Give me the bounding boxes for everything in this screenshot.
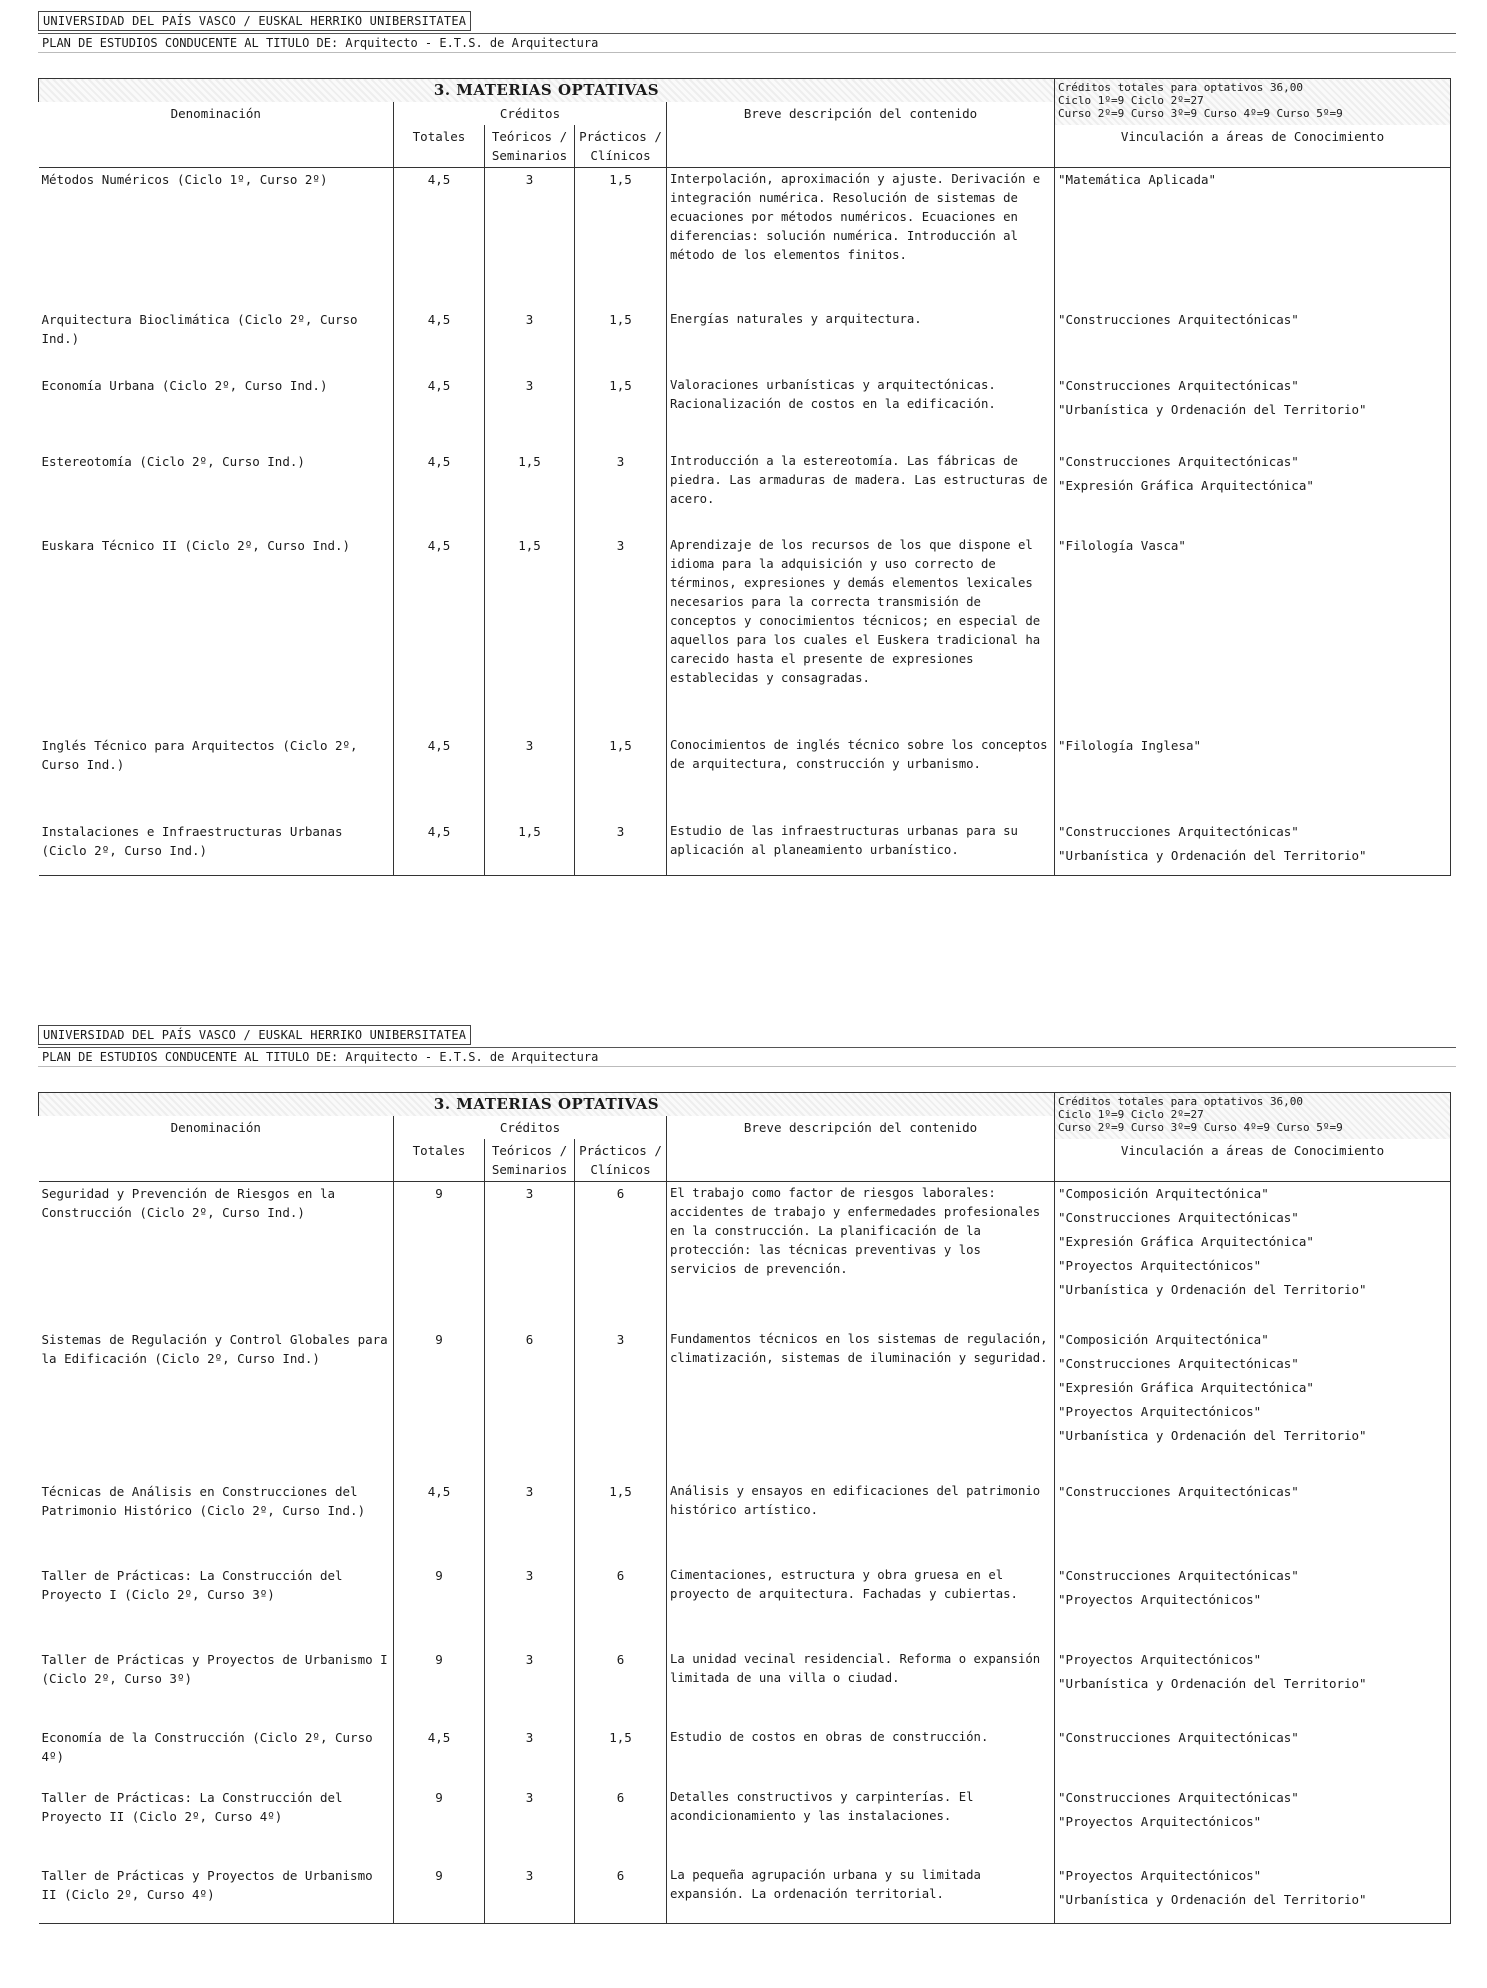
col-header-vinculacion: Vinculación a áreas de Conocimiento [1055,125,1451,168]
credits-theory: 3 [485,1648,575,1726]
table-row [39,374,1451,450]
credits-theory: 3 [485,1726,575,1786]
credits-summary [1055,79,1451,126]
subject-description: Análisis y ensayos en edificaciones del patrimonio histórico artístico. [667,1480,1055,1564]
credits-theory: 3 [485,1480,575,1564]
knowledge-areas [1055,374,1451,450]
document-page-1 [38,10,1450,863]
credits-total: 9 [394,1786,485,1864]
credits-practice: 6 [575,1182,667,1328]
knowledge-area: "Proyectos Arquitectónicos" [1058,1813,1262,1829]
knowledge-area: "Construcciones Arquitectónicas" [1058,1567,1299,1583]
credits-total: 4,5 [394,534,485,734]
table-row [39,1786,1451,1864]
credits-total: 4,5 [394,820,485,876]
subject-description: La unidad vecinal residencial. Reforma o expansión limitada de una villa o ciudad. [667,1648,1055,1726]
table-row [39,450,1451,534]
plan-header: PLAN DE ESTUDIOS CONDUCENTE AL TITULO DE: Arquitecto - E.T.S. de Arquitectura [38,1047,1456,1067]
knowledge-area: "Construcciones Arquitectónicas" [1058,1789,1299,1805]
university-header: UNIVERSIDAD DEL PAÍS VASCO / EUSKAL HERRIKO UNIBERSITATEA [38,11,471,31]
knowledge-area: "Matemática Aplicada" [1058,172,1217,187]
subject-name: Técnicas de Análisis en Construcciones del Patrimonio Histórico (Ciclo 2º, Curso Ind.) [41,1483,366,1518]
subject-description: El trabajo como factor de riesgos laborales: accidentes de trabajo y enfermedades profesionales en la construcción. La planificación de la protección: las técnicas preventivas y los servicios de prevención. [667,1182,1055,1328]
optional-subjects-table [38,78,1451,876]
subject-name: Taller de Prácticas y Proyectos de Urbanismo I (Ciclo 2º, Curso 3º) [41,1651,388,1686]
knowledge-area: "Construcciones Arquitectónicas" [1058,1355,1299,1371]
subject-name: Sistemas de Regulación y Control Globales para la Edificación (Ciclo 2º, Curso Ind.) [41,1331,388,1366]
table-row [39,820,1451,876]
credits-summary-line: Ciclo 1º=9 Ciclo 2º=27 [1058,1108,1204,1121]
knowledge-areas [1055,820,1451,876]
col-header-vinculacion: Vinculación a áreas de Conocimiento [1055,1139,1451,1182]
credits-theory: 3 [485,1182,575,1328]
credits-summary-line: Ciclo 1º=9 Ciclo 2º=27 [1058,94,1204,107]
knowledge-area: "Construcciones Arquitectónicas" [1058,823,1299,839]
credits-summary [1055,1093,1451,1140]
credits-theory: 1,5 [485,820,575,876]
knowledge-area: "Urbanística y Ordenación del Territorio" [1058,847,1367,863]
credits-theory: 3 [485,1786,575,1864]
subject-name: Instalaciones e Infraestructuras Urbanas (Ciclo 2º, Curso Ind.) [39,820,394,876]
subject-description: Valoraciones urbanísticas y arquitectónicas. Racionalización de costos en la edificación. [667,374,1055,450]
subject-name: Seguridad y Prevención de Riesgos en la Construcción (Ciclo 2º, Curso Ind.) [41,1186,335,1220]
knowledge-area: "Composición Arquitectónica" [1058,1331,1269,1347]
credits-total: 4,5 [394,168,485,308]
optional-subjects-table [38,1092,1451,1924]
credits-practice: 6 [575,1864,667,1924]
table-head [39,1093,1451,1182]
credits-practice: 6 [575,1786,667,1864]
credits-theory: 3 [485,1564,575,1648]
knowledge-area: "Construcciones Arquitectónicas" [1058,1729,1299,1745]
credits-summary-line: Créditos totales para optativos 36,00 [1058,1095,1304,1108]
credits-theory: 6 [485,1328,575,1480]
credits-practice: 1,5 [575,734,667,820]
credits-practice: 1,5 [575,168,667,308]
credits-practice: 1,5 [575,374,667,450]
col-header-totales: Totales [394,1139,485,1182]
col-header-practicos: Prácticos / Clínicos [575,125,667,168]
knowledge-area: "Expresión Gráfica Arquitectónica" [1058,477,1314,493]
credits-summary-line: Curso 2º=9 Curso 3º=9 Curso 4º=9 Curso 5º=9 [1058,107,1343,120]
knowledge-area: "Filología Vasca" [1058,537,1186,553]
table-row [39,308,1451,374]
knowledge-areas [1055,168,1451,308]
knowledge-area: "Construcciones Arquitectónicas" [1058,1483,1299,1499]
credits-total: 4,5 [394,1480,485,1564]
credits-theory: 3 [485,374,575,450]
credits-total: 4,5 [394,1726,485,1786]
knowledge-area: "Proyectos Arquitectónicos" [1058,1258,1262,1273]
table-row [39,1480,1451,1564]
table-row [39,1648,1451,1726]
subject-description: Detalles constructivos y carpinterías. El acondicionamiento y las instalaciones. [667,1786,1055,1864]
credits-total: 4,5 [394,734,485,820]
table-row [39,168,1451,308]
knowledge-area: "Construcciones Arquitectónicas" [1058,377,1299,393]
credits-practice: 1,5 [575,1726,667,1786]
credits-practice: 6 [575,1564,667,1648]
section-title: 3. MATERIAS OPTATIVAS [39,1093,1055,1117]
knowledge-areas [1055,1648,1451,1726]
credits-practice: 1,5 [575,1480,667,1564]
table-row [39,1182,1451,1328]
col-header-teoricos: Teóricos / Seminarios [485,125,575,168]
subject-name: Arquitectura Bioclimática (Ciclo 2º, Curso Ind.) [41,311,358,346]
credits-total: 9 [394,1864,485,1924]
table-row [39,534,1451,734]
credits-practice: 6 [575,1648,667,1726]
plan-header: PLAN DE ESTUDIOS CONDUCENTE AL TITULO DE: Arquitecto - E.T.S. de Arquitectura [38,33,1456,53]
table-body [39,1182,1451,1924]
col-header-creditos: Créditos [394,1116,667,1139]
subject-description: Aprendizaje de los recursos de los que dispone el idioma para la adquisición y uso correcto de términos, expresiones y demás elementos lexicales necesarios para la correcta transmisión de conceptos y conocimientos técnicos; en especial de aquellos para los cuales el Euskera tradicional ha carecido hasta el presente de expresiones establecidas y consagradas. [667,534,1055,734]
knowledge-areas [1055,734,1451,820]
knowledge-areas [1055,450,1451,534]
subject-name: Estereotomía (Ciclo 2º, Curso Ind.) [41,453,305,469]
credits-theory: 1,5 [485,534,575,734]
knowledge-area: "Urbanística y Ordenación del Territorio" [1058,401,1367,417]
col-header-totales: Totales [394,125,485,168]
knowledge-area: "Proyectos Arquitectónicos" [1058,1403,1262,1419]
document-page-2 [38,1024,1450,1907]
credits-practice: 3 [575,534,667,734]
subject-description: Estudio de costos en obras de construcción. [667,1726,1055,1786]
table-row [39,1726,1451,1786]
col-header-descripcion: Breve descripción del contenido [667,102,1055,125]
subject-description: La pequeña agrupación urbana y su limitada expansión. La ordenación territorial. [667,1864,1055,1924]
credits-theory: 1,5 [485,450,575,534]
knowledge-areas [1055,1726,1451,1786]
subject-description: Fundamentos técnicos en los sistemas de regulación, climatización, sistemas de iluminación y seguridad. [667,1328,1055,1480]
knowledge-areas [1055,1480,1451,1564]
credits-total: 9 [394,1182,485,1328]
credits-practice: 3 [575,1328,667,1480]
credits-total: 9 [394,1328,485,1480]
credits-theory: 3 [485,1864,575,1924]
credits-theory: 3 [485,168,575,308]
knowledge-area: "Proyectos Arquitectónicos" [1058,1591,1262,1607]
knowledge-areas [1055,1786,1451,1864]
table-row [39,1564,1451,1648]
col-header-denominacion: Denominación [170,106,261,121]
knowledge-area: "Urbanística y Ordenación del Territorio" [1058,1282,1367,1297]
section-title: 3. MATERIAS OPTATIVAS [39,79,1055,103]
subject-description: Conocimientos de inglés técnico sobre los conceptos de arquitectura, construcción y urbanismo. [667,734,1055,820]
credits-total: 9 [394,1648,485,1726]
col-header-denominacion: Denominación [170,1120,261,1135]
knowledge-area: "Urbanística y Ordenación del Territorio" [1058,1675,1367,1691]
table-head [39,79,1451,168]
knowledge-area: "Expresión Gráfica Arquitectónica" [1058,1379,1314,1395]
credits-theory: 3 [485,308,575,374]
credits-practice: 1,5 [575,308,667,374]
knowledge-area: "Construcciones Arquitectónicas" [1058,311,1299,327]
knowledge-areas [1055,1328,1451,1480]
knowledge-area: "Expresión Gráfica Arquitectónica" [1058,1234,1314,1249]
credits-total: 9 [394,1564,485,1648]
subject-name: Taller de Prácticas y Proyectos de Urbanismo II (Ciclo 2º, Curso 4º) [39,1864,394,1924]
subject-name: Inglés Técnico para Arquitectos (Ciclo 2º, Curso Ind.) [41,737,358,772]
subject-description: Interpolación, aproximación y ajuste. Derivación e integración numérica. Resolución de sistemas de ecuaciones por métodos numéricos. Ecuaciones en diferencias: solución numérica. Introducción al método de los elementos finitos. [667,168,1055,308]
knowledge-areas [1055,534,1451,734]
knowledge-area: "Urbanística y Ordenación del Territorio" [1058,1891,1367,1907]
col-header-creditos: Créditos [394,102,667,125]
knowledge-areas [1055,1182,1451,1328]
subject-name: Taller de Prácticas: La Construcción del Proyecto II (Ciclo 2º, Curso 4º) [41,1789,343,1824]
subject-description: Estudio de las infraestructuras urbanas para su aplicación al planeamiento urbanístico. [667,820,1055,876]
subject-description: Energías naturales y arquitectura. [667,308,1055,374]
knowledge-area: "Composición Arquitectónica" [1058,1186,1269,1201]
knowledge-area: "Construcciones Arquitectónicas" [1058,453,1299,469]
subject-description: Introducción a la estereotomía. Las fábricas de piedra. Las armaduras de madera. Las estructuras de acero. [667,450,1055,534]
table-row [39,1864,1451,1924]
knowledge-areas [1055,1564,1451,1648]
credits-theory: 3 [485,734,575,820]
knowledge-area: "Construcciones Arquitectónicas" [1058,1210,1299,1225]
col-header-descripcion: Breve descripción del contenido [667,1116,1055,1139]
credits-practice: 3 [575,450,667,534]
credits-total: 4,5 [394,374,485,450]
table-row [39,1328,1451,1480]
col-header-teoricos: Teóricos / Seminarios [485,1139,575,1182]
subject-name: Economía Urbana (Ciclo 2º, Curso Ind.) [41,377,328,393]
subject-name: Métodos Numéricos (Ciclo 1º, Curso 2º) [41,172,328,187]
knowledge-area: "Proyectos Arquitectónicos" [1058,1651,1262,1667]
knowledge-areas [1055,1864,1451,1924]
knowledge-area: "Proyectos Arquitectónicos" [1058,1867,1262,1883]
subject-name: Euskara Técnico II (Ciclo 2º, Curso Ind.) [41,537,351,553]
knowledge-area: "Urbanística y Ordenación del Territorio" [1058,1427,1367,1443]
col-header-practicos: Prácticos / Clínicos [575,1139,667,1182]
subject-description: Cimentaciones, estructura y obra gruesa en el proyecto de arquitectura. Fachadas y cubiertas. [667,1564,1055,1648]
credits-total: 4,5 [394,450,485,534]
subject-name: Taller de Prácticas: La Construcción del Proyecto I (Ciclo 2º, Curso 3º) [41,1567,343,1602]
subject-name: Economía de la Construcción (Ciclo 2º, Curso 4º) [41,1729,373,1764]
knowledge-area: "Filología Inglesa" [1058,737,1202,753]
table-row [39,734,1451,820]
credits-practice: 3 [575,820,667,876]
credits-summary-line: Curso 2º=9 Curso 3º=9 Curso 4º=9 Curso 5º=9 [1058,1121,1343,1134]
knowledge-areas [1055,308,1451,374]
university-header: UNIVERSIDAD DEL PAÍS VASCO / EUSKAL HERRIKO UNIBERSITATEA [38,1025,471,1045]
credits-total: 4,5 [394,308,485,374]
credits-summary-line: Créditos totales para optativos 36,00 [1058,81,1304,94]
table-body [39,168,1451,876]
